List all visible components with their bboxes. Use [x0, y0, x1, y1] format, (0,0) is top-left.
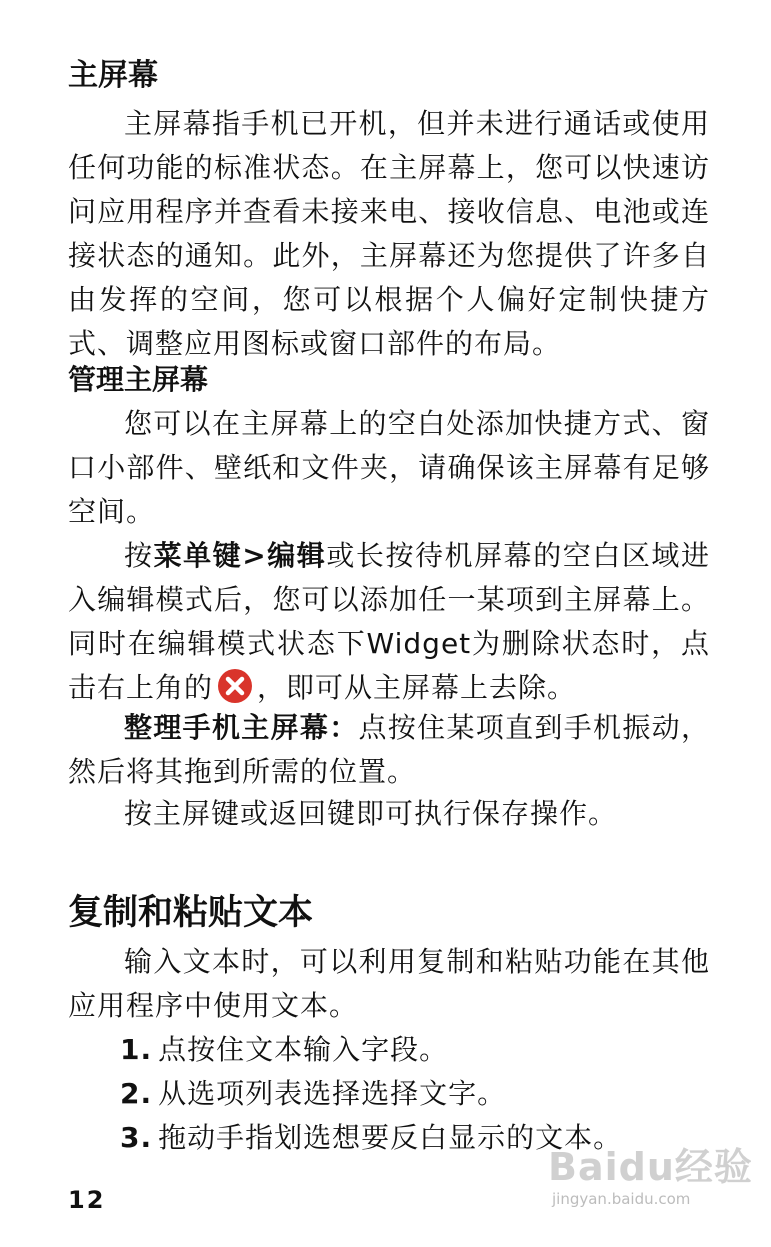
watermark-logo: Baidu经验 — [548, 1145, 753, 1189]
list-text: 从选项列表选择选择文字。 — [158, 1077, 507, 1110]
manage-home-para-3 — [68, 706, 710, 794]
menu-edit-keys: 菜单键>编辑 — [153, 539, 327, 572]
close-icon — [217, 668, 253, 704]
para2-prefix: 按 — [124, 539, 154, 572]
para2-middle: 或长按待机屏幕的空白区域进入编辑模式后，您可以添加任一某项到主屏幕上。同时在编辑模式状态下Widget为删除状态时，点击右上角的 — [68, 539, 710, 704]
list-number: 2. — [120, 1077, 153, 1110]
home-screen-intro: 主屏幕指手机已开机，但并未进行通话或使用任何功能的标准状态。在主屏幕上，您可以快速访问应用程序并查看未接来电、接收信息、电池或连接状态的通知。此外，主屏幕还为您提供了许多自由发挥的空间，您可以根据个人偏好定制快捷方式、调整应用图标或窗口部件的布局。 — [68, 107, 710, 360]
watermark-url: jingyan.baidu.com — [552, 1190, 691, 1208]
manage-home-para-1: 您可以在主屏幕上的空白处添加快捷方式、窗口小部件、壁纸和文件夹，请确保该主屏幕有足够空间。 — [68, 407, 710, 528]
organize-home-text: 点按住某项直到手机振动，然后将其拖到所需的位置。 — [68, 711, 710, 788]
manage-home-para-2 — [68, 534, 710, 710]
list-text: 拖动手指划选想要反白显示的文本。 — [158, 1121, 623, 1154]
baidu-watermark — [548, 1120, 753, 1220]
copy-paste-intro: 输入文本时，可以利用复制和粘贴功能在其他应用程序中使用文本。 — [68, 945, 710, 1022]
manage-home-para-4: 按主屏键或返回键即可执行保存操作。 — [124, 797, 618, 830]
list-number: 1. — [120, 1033, 153, 1066]
list-text: 点按住文本输入字段。 — [158, 1033, 449, 1066]
section-title-home-screen: 主屏幕 — [68, 58, 158, 93]
list-item — [120, 1116, 622, 1160]
page-number: 12 — [68, 1186, 106, 1214]
list-number: 3. — [120, 1121, 153, 1154]
list-item — [120, 1072, 506, 1116]
section-title-copy-paste: 复制和粘贴文本 — [68, 893, 314, 933]
section-title-manage-home: 管理主屏幕 — [68, 363, 209, 396]
list-item — [120, 1028, 448, 1072]
organize-home-label: 整理手机主屏幕： — [124, 711, 359, 744]
para2-suffix: ，即可从主屏幕上去除。 — [257, 671, 577, 704]
